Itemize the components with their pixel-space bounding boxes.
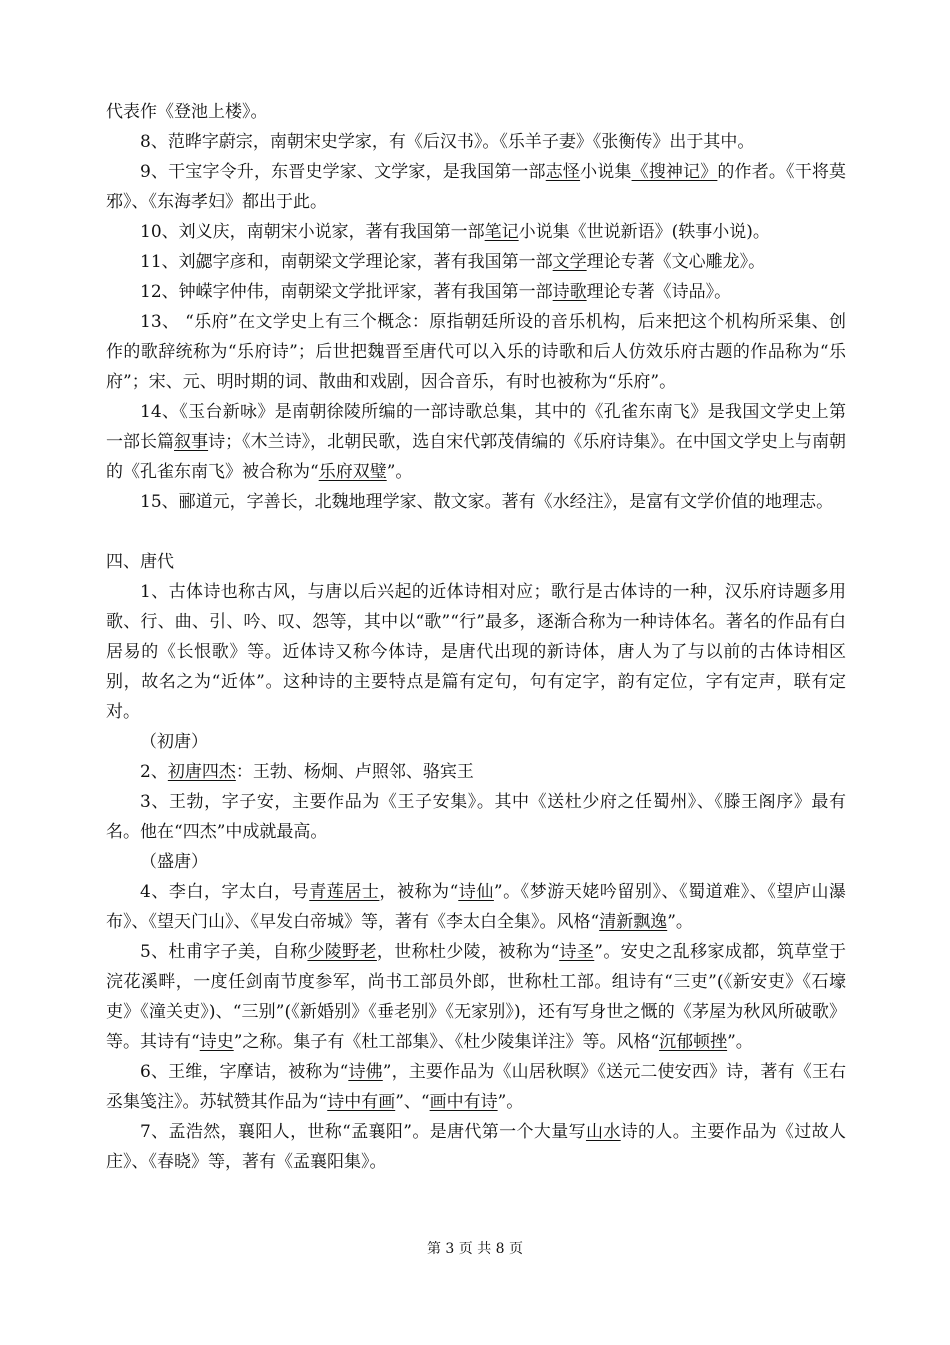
paragraph-tang-2: 2、初唐四杰：王勃、杨炯、卢照邻、骆宾王: [140, 762, 474, 782]
underlined-term: 清新飘逸: [599, 912, 668, 932]
paragraph-tang-5: 5、杜甫字子美，自称少陵野老，世称杜少陵，被称为“诗圣”。安史之乱移家成都，筑草堂于浣花溪畔，一度任剑南节度参军，尚书工部员外郎，世称杜工部。组诗有“三吏”(《新安吏》《石壕吏》《潼关吏》)、“三别”(《新婚别》《垂老别》《无家别》)，还有写身世之慨的《茅屋为秋风所破歌》等。其诗有“诗史”之称。集子有《杜工部集》、《杜少陵集详注》等。风格“沉郁顿挫”。: [106, 942, 846, 1052]
underlined-term: 乐府双璧: [318, 462, 387, 482]
underlined-term: 诗史: [199, 1032, 234, 1052]
paragraph-p0: 代表作《登池上楼》。: [106, 102, 268, 122]
underlined-term: 叙事: [174, 432, 209, 452]
underlined-term: 文学: [552, 252, 587, 272]
paragraph-tang-1: 1、古体诗也称古风，与唐以后兴起的近体诗相对应；歌行是古体诗的一种，汉乐府诗题多用歌、行、曲、引、吟、叹、怨等，其中以“歌”“行”最多，逐渐合称为一种诗体名。著名的作品有白居易的《长恨歌》等。近体诗又称今体诗，是唐代出现的新诗体，唐人为了与以前的古体诗相区别，故名之为“近体”。这种诗的主要特点是篇有定句，句有定字，韵有定位，字有定声，联有定对。: [106, 582, 846, 722]
underlined-term: 诗中有画: [327, 1092, 396, 1112]
paragraph-item-8: 8、范晔字蔚宗，南朝宋史学家，有《后汉书》。《乐羊子妻》《张衡传》出于其中。: [140, 132, 755, 152]
underlined-term: 初唐四杰: [167, 762, 236, 782]
subheading-high-tang: （盛唐）: [140, 852, 208, 872]
underlined-term: 诗圣: [559, 942, 595, 962]
paragraph-item-11: 11、刘勰字彦和，南朝梁文学理论家，著有我国第一部文学理论专著《文心雕龙》。: [140, 252, 766, 272]
page-footer: 第 3 页 共 8 页: [426, 1241, 524, 1257]
subheading-early-tang: （初唐）: [140, 732, 208, 752]
paragraph-item-12: 12、钟嵘字仲伟，南朝梁文学批评家，著有我国第一部诗歌理论专著《诗品》。: [140, 282, 732, 302]
underlined-term: 志怪: [545, 162, 581, 182]
paragraph-tang-7: 7、孟浩然，襄阳人，世称“孟襄阳”。是唐代第一个大量写山水诗的人。主要作品为《过故人庄》、《春晓》等，著有《孟襄阳集》。: [106, 1122, 847, 1172]
underlined-term: 诗佛: [348, 1062, 383, 1082]
underlined-term: 沉郁顿挫: [659, 1032, 728, 1052]
underlined-term: 山水: [585, 1122, 621, 1142]
section-heading-tang: 四、唐代: [106, 552, 174, 572]
underlined-term: 诗仙: [458, 882, 494, 902]
paragraph-tang-3: 3、王勃，字子安，主要作品为《王子安集》。其中《送杜少府之任蜀州》、《滕王阁序》最有名。他在“四杰”中成就最高。: [106, 792, 846, 842]
paragraph-item-13: 13、 “乐府”在文学史上有三个概念：原指朝廷所设的音乐机构，后来把这个机构所采集、创作的歌辞统称为“乐府诗”；后世把魏晋至唐代可以入乐的诗歌和后人仿效乐府古题的作品称为“乐府”；宋、元、明时期的词、散曲和戏剧，因合音乐，有时也被称为“乐府”。: [106, 312, 846, 392]
underlined-term: 青莲居士: [309, 882, 380, 902]
document-body: [106, 97, 846, 1177]
paragraph-item-15: 15、郦道元，字善长，北魏地理学家、散文家。著有《水经注》，是富有文学价值的地理志。: [140, 492, 834, 512]
paragraph-tang-4: 4、李白，字太白，号青莲居士，被称为“诗仙”。《梦游天姥吟留别》、《蜀道难》、《望庐山瀑布》、《望天门山》、《早发白帝城》等，著有《李太白全集》。风格“清新飘逸”。: [106, 882, 846, 932]
underlined-term: 画中有诗: [429, 1092, 498, 1112]
paragraph-item-9: 9、干宝字令升，东晋史学家、文学家，是我国第一部志怪小说集《搜神记》的作者。《干将莫邪》、《东海孝妇》都出于此。: [106, 162, 847, 212]
underlined-term: 少陵野老: [307, 942, 377, 962]
underlined-term: 笔记: [484, 222, 519, 242]
underlined-term: 诗歌: [552, 282, 587, 302]
paragraph-item-14: 14、《玉台新咏》是南朝徐陵所编的一部诗歌总集，其中的《孔雀东南飞》是我国文学史上第一部长篇叙事诗；《木兰诗》，北朝民歌，选自宋代郭茂倩编的《乐府诗集》。在中国文学史上与南朝的《孔雀东南飞》被合称为“乐府双璧”。: [106, 402, 847, 482]
underlined-term: 《搜神记》: [631, 162, 718, 182]
paragraph-tang-6: 6、王维，字摩诘，被称为“诗佛”，主要作品为《山居秋暝》《送元二使安西》诗，著有《王右丞集笺注》。苏轼赞其作品为“诗中有画”、“画中有诗”。: [106, 1062, 846, 1112]
paragraph-item-10: 10、刘义庆，南朝宋小说家，著有我国第一部笔记小说集《世说新语》(轶事小说)。: [140, 222, 770, 242]
